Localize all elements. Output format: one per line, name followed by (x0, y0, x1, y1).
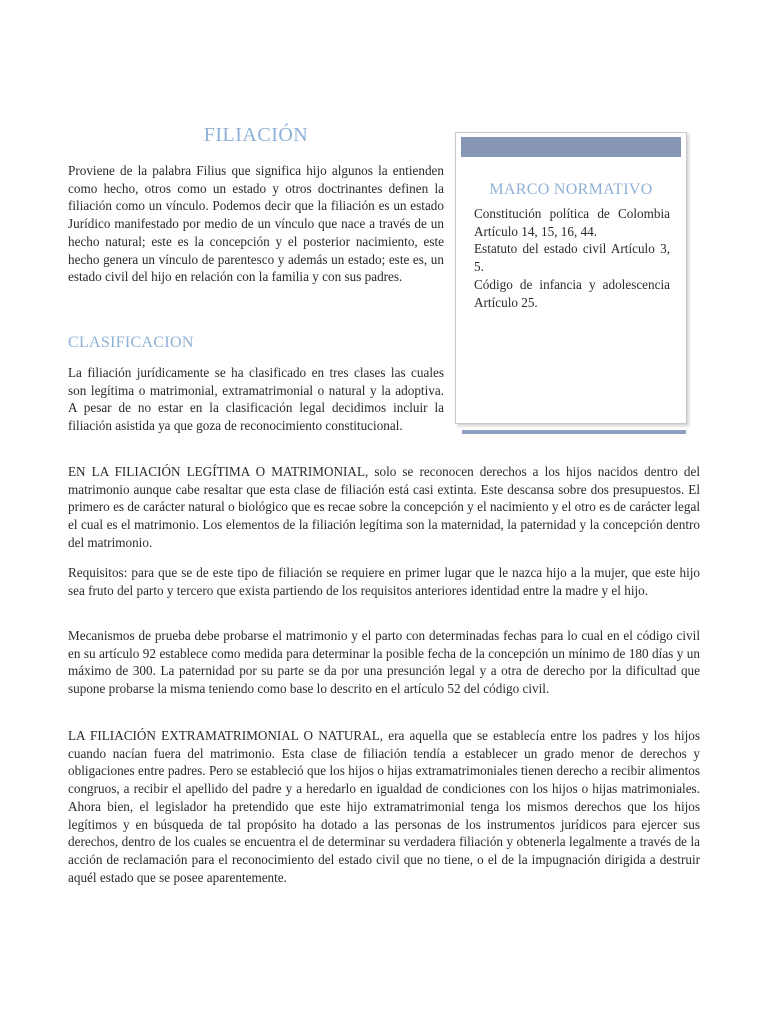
classification-paragraph: La filiación jurídicamente se ha clasificado en tres clases las cuales son legítima o matrimonial, extramatrimonial o natural y la adoptiva. A pesar de no estar en la clasificación legal decidimos incluir la filiación asistida ya que goza de reconocimiento constitucional. (68, 365, 444, 434)
classification-heading: CLASIFICACION (68, 334, 194, 351)
sidebox-bottom-rule (462, 430, 686, 434)
sidebox-list (474, 205, 670, 311)
sidebox-item: Estatuto del estado civil Artículo 3, 5. (474, 241, 670, 275)
sidebox-header-band (461, 137, 681, 157)
intro-paragraph: Proviene de la palabra Filius que significa hijo algunos la entienden como hecho, otros como un estado y otros doctrinantes definen la filiación como un vínculo. Podemos decir que la filiación es un estado Jurídico manifestado por medio de un vínculo que nace a través de un hecho natural; este es la concepción y el posterior nacimiento, este hecho genera un vínculo de parentesco y además un estado; este es, un estado civil del hijo en relación con la familia y con sus padres. (68, 163, 444, 285)
extramatrimonial-paragraph: LA FILIACIÓN EXTRAMATRIMONIAL O NATURAL, era aquella que se establecía entre los padres y los hijos cuando nacían fuera del matrimonio. Esta clase de filiación tendía a establecer un grado menor de derechos y obligaciones entre padres. Pero se estableció que los hijos o hijas extramatrimoniales tienen derecho a recibir alimentos congruos, a recibir el apellido del padre y a heredarlo en igualdad de condiciones con los hijos o hijas matrimoniales. Ahora bien, el legislador ha pretendido que este hijo extramatrimonial tenga los mismos derechos que los hijos legítimos y en búsqueda de tal propósito ha dotado a las personas de los instrumentos jurídicos para ejercer sus derechos, dentro de los cuales se encuentra el de determinar su verdadera filiación y obtenerla legalmente a través de la acción de reclamación para el reconocimiento del estado civil que no tiene, o el de la impugnación dirigida a destruir aquél estado que se posee aparentemente. (68, 728, 700, 885)
sidebox-item: Constitución política de Colombia Artículo 14, 15, 16, 44. (474, 206, 670, 239)
legitima-paragraph: EN LA FILIACIÓN LEGÍTIMA O MATRIMONIAL, solo se reconocen derechos a los hijos nacidos dentro del matrimonio aunque cabe resaltar que esta clase de filiación está casi extinta. Este descansa sobre dos presupuestos. El primero es de carácter natural o biológico que es recae sobre la concepción y el nacimiento y el otro es de carácter legal el cual es el matrimonio. Los elementos de la filiación legítima son la maternidad, la paternidad y la concepción dentro del matrimonio. (68, 464, 700, 550)
requisitos-paragraph: Requisitos: para que se de este tipo de filiación se requiere en primer lugar que le nazca hijo a la mujer, que este hijo sea fruto del parto y tercero que exista partiendo de los requisitos anteriores identidad entre la madre y el hijo. (68, 565, 700, 598)
marco-normativo-box (455, 132, 687, 424)
page-title: FILIACIÓN (203, 124, 309, 146)
sidebox-item: Código de infancia y adolescencia Artículo 25. (474, 276, 670, 310)
mecanismos-paragraph: Mecanismos de prueba debe probarse el matrimonio y el parto con determinadas fechas para lo cual en el código civil en su artículo 92 establece como medida para determinar la posible fecha de la concepción un mínimo de 180 días y un máximo de 300. La paternidad por su parte se da por una presunción legal y a otra de derecho por la dificultad que supone probarse la misma teniendo como base lo descrito en el artículo 52 del código civil. (68, 628, 700, 697)
sidebox-title: MARCO NORMATIVO (489, 181, 653, 198)
